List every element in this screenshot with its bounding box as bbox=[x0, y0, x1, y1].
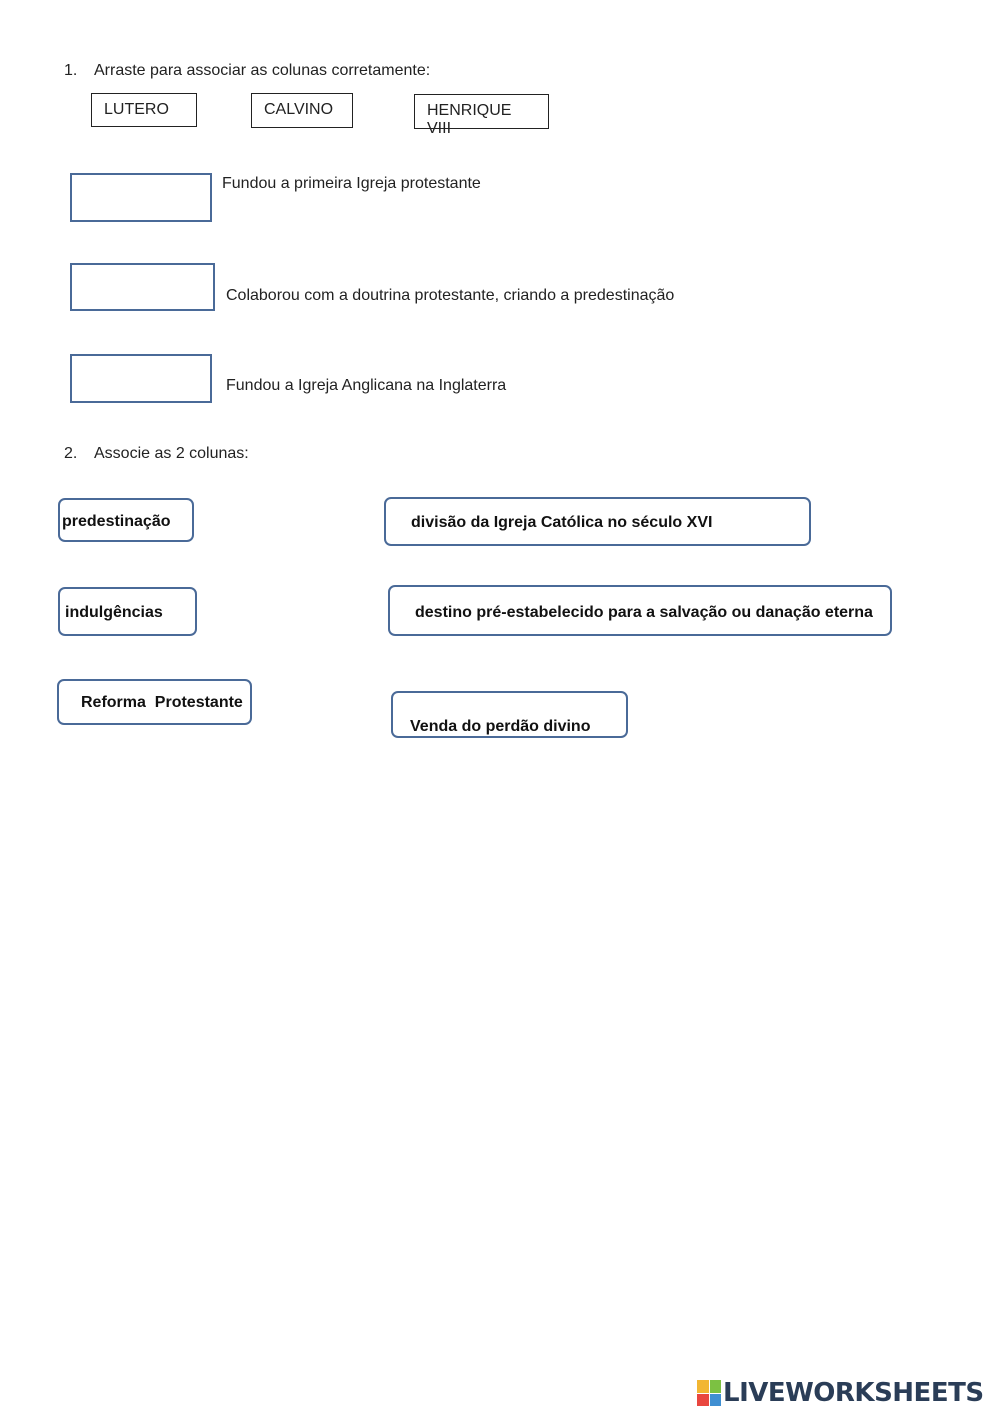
description-2: Colaborou com a doutrina protestante, criando a predestinação bbox=[226, 287, 675, 304]
word-lutero[interactable]: LUTERO bbox=[91, 93, 197, 127]
question-1-text: Arraste para associar as colunas corretamente: bbox=[94, 62, 431, 79]
question-1-number: 1. bbox=[64, 62, 78, 79]
liveworksheets-logo-text: LIVEWORKSHEETS bbox=[723, 1378, 984, 1408]
word-henrique-viii[interactable]: HENRIQUE VIII bbox=[414, 94, 549, 129]
liveworksheets-logo-icon bbox=[697, 1380, 721, 1406]
match-right-venda[interactable]: Venda do perdão divino bbox=[391, 691, 628, 738]
word-calvino[interactable]: CALVINO bbox=[251, 93, 353, 128]
question-2-number: 2. bbox=[64, 445, 78, 462]
drop-target-2[interactable] bbox=[70, 263, 215, 311]
question-1-title bbox=[64, 62, 430, 80]
description-3: Fundou a Igreja Anglicana na Inglaterra bbox=[226, 377, 507, 394]
match-right-destino[interactable]: destino pré-estabelecido para a salvação ou danação eterna bbox=[388, 585, 892, 636]
question-2-text: Associe as 2 colunas: bbox=[94, 445, 249, 462]
drop-target-1[interactable] bbox=[70, 173, 212, 222]
match-left-predestinacao[interactable]: predestinação bbox=[58, 498, 194, 542]
liveworksheets-logo bbox=[697, 1377, 984, 1409]
match-left-indulgencias[interactable]: indulgências bbox=[58, 587, 197, 636]
match-left-reforma-protestante[interactable]: Reforma Protestante bbox=[57, 679, 252, 725]
drop-target-3[interactable] bbox=[70, 354, 212, 403]
question-2-title bbox=[64, 445, 249, 463]
description-1: Fundou a primeira Igreja protestante bbox=[222, 175, 481, 192]
match-right-divisao[interactable]: divisão da Igreja Católica no século XVI bbox=[384, 497, 811, 546]
